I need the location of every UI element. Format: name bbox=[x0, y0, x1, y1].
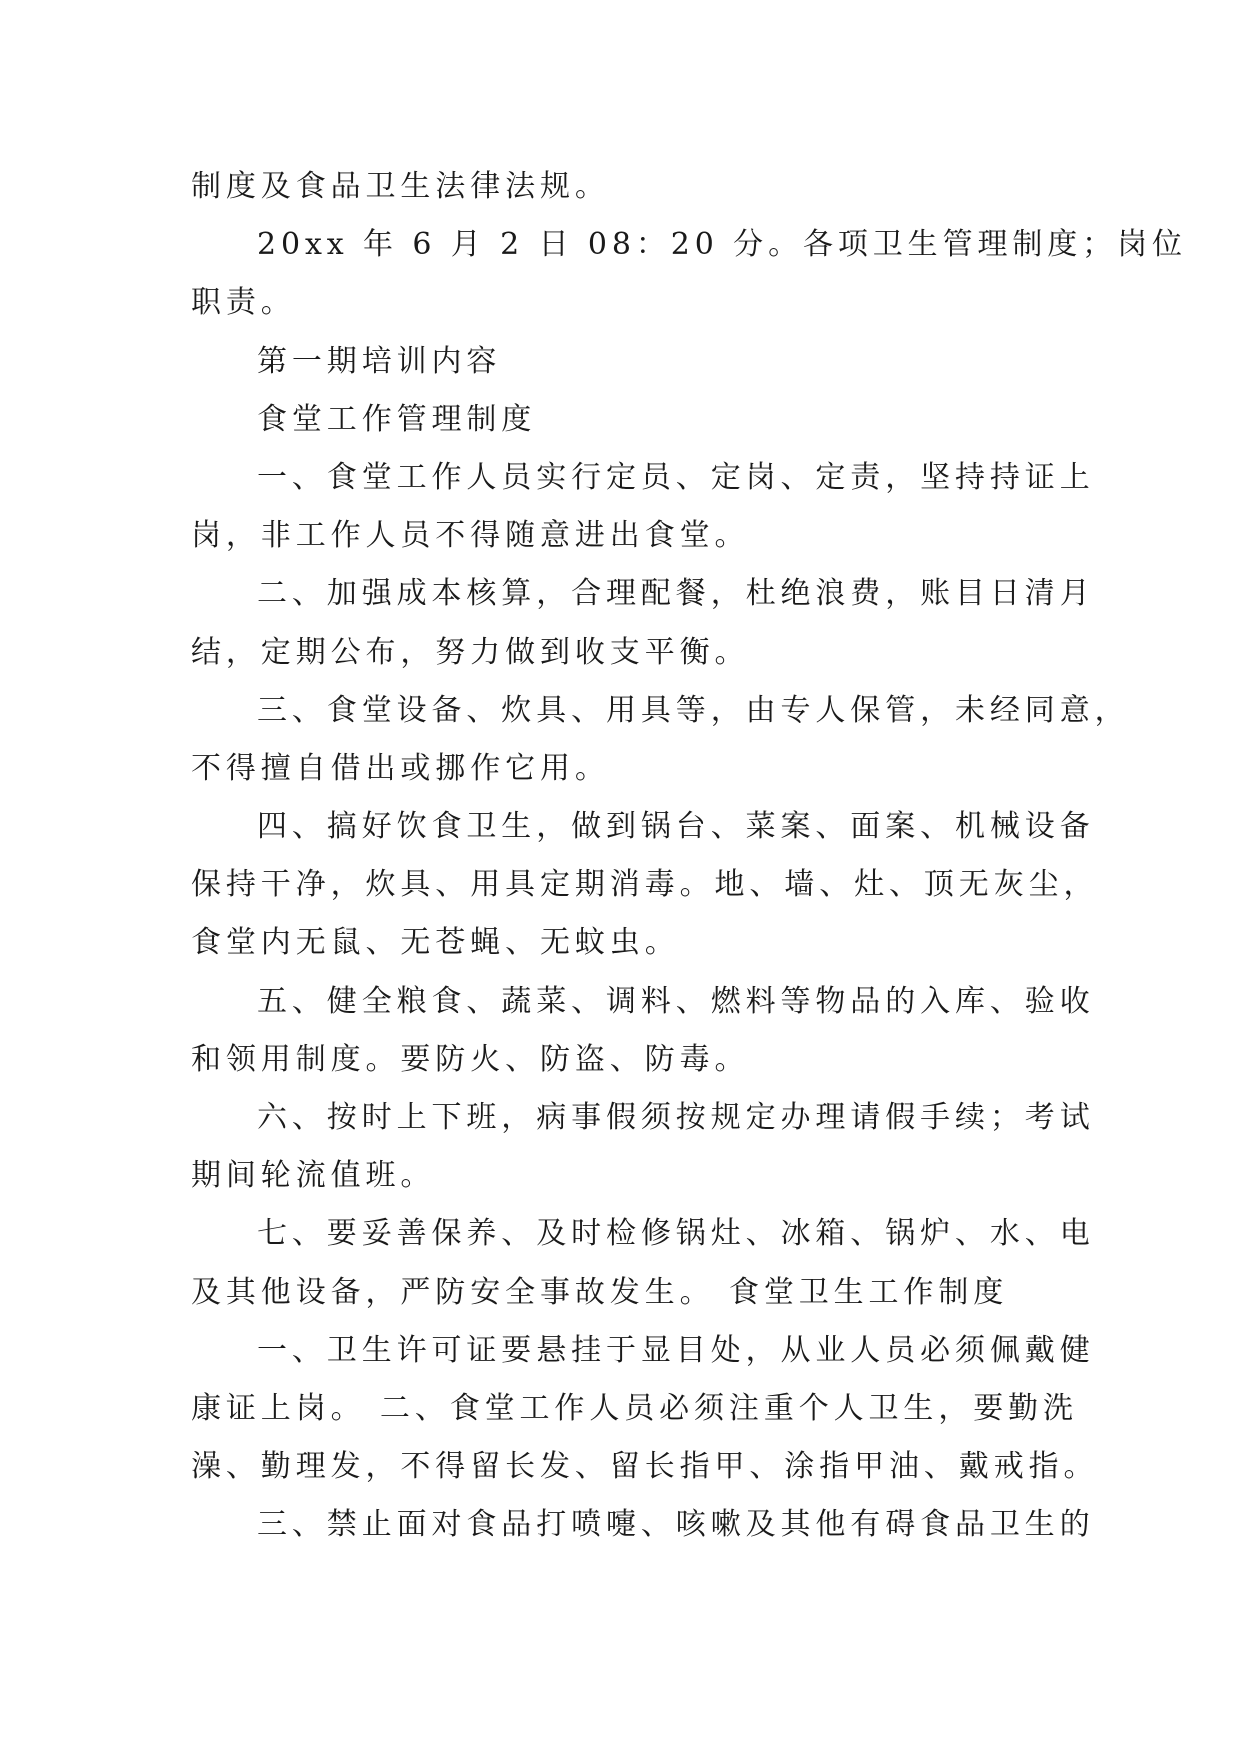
section-heading: 食堂工作管理制度 bbox=[257, 401, 537, 437]
text-line: 保持干净，炊具、用具定期消毒。地、墙、灶、顶无灰尘， bbox=[191, 867, 1099, 903]
text-line: 七、要妥善保养、及时检修锅灶、冰箱、锅炉、水、电 bbox=[257, 1216, 1095, 1252]
text-line: 二、加强成本核算，合理配餐，杜绝浪费，账目日清月 bbox=[257, 576, 1095, 612]
text-line: 和领用制度。要防火、防盗、防毒。 bbox=[191, 1041, 750, 1077]
text-line: 三、禁止面对食品打喷嚏、咳嗽及其他有碍食品卫生的 bbox=[257, 1507, 1095, 1543]
text-line: 食堂内无鼠、无苍蝇、无蚊虫。 bbox=[191, 925, 680, 961]
text-line: 职责。 bbox=[191, 285, 296, 321]
text-line: 期间轮流值班。 bbox=[191, 1158, 436, 1194]
document-body bbox=[191, 158, 1187, 1555]
section-heading: 第一期培训内容 bbox=[257, 343, 502, 379]
text-line: 不得擅自借出或挪作它用。 bbox=[191, 750, 610, 786]
text-line: 及其他设备，严防安全事故发生。 食堂卫生工作制度 bbox=[191, 1274, 1009, 1310]
text-line: 一、卫生许可证要悬挂于显目处，从业人员必须佩戴健 bbox=[257, 1332, 1095, 1368]
text-line: 五、健全粮食、蔬菜、调料、燃料等物品的入库、验收 bbox=[257, 983, 1095, 1019]
text-line: 制度及食品卫生法律法规。 bbox=[191, 169, 610, 204]
text-line: 结，定期公布，努力做到收支平衡。 bbox=[191, 634, 750, 670]
text-line: 澡、勤理发，不得留长发、留长指甲、涂指甲油、戴戒指。 bbox=[191, 1449, 1099, 1485]
text-line: 三、食堂设备、炊具、用具等，由专人保管，未经同意， bbox=[257, 692, 1130, 728]
text-line: 六、按时上下班，病事假须按规定办理请假手续；考试 bbox=[257, 1100, 1095, 1135]
text-line: 20xx 年 6 月 2 日 08：20 分。各项卫生管理制度；岗位 bbox=[257, 227, 1187, 263]
text-line: 岗，非工作人员不得随意进出食堂。 bbox=[191, 518, 750, 554]
text-line: 四、搞好饮食卫生，做到锅台、菜案、面案、机械设备 bbox=[257, 809, 1095, 845]
text-line: 一、食堂工作人员实行定员、定岗、定责，坚持持证上 bbox=[257, 459, 1095, 495]
text-line: 康证上岗。 二、食堂工作人员必须注重个人卫生，要勤洗 bbox=[191, 1390, 1078, 1426]
